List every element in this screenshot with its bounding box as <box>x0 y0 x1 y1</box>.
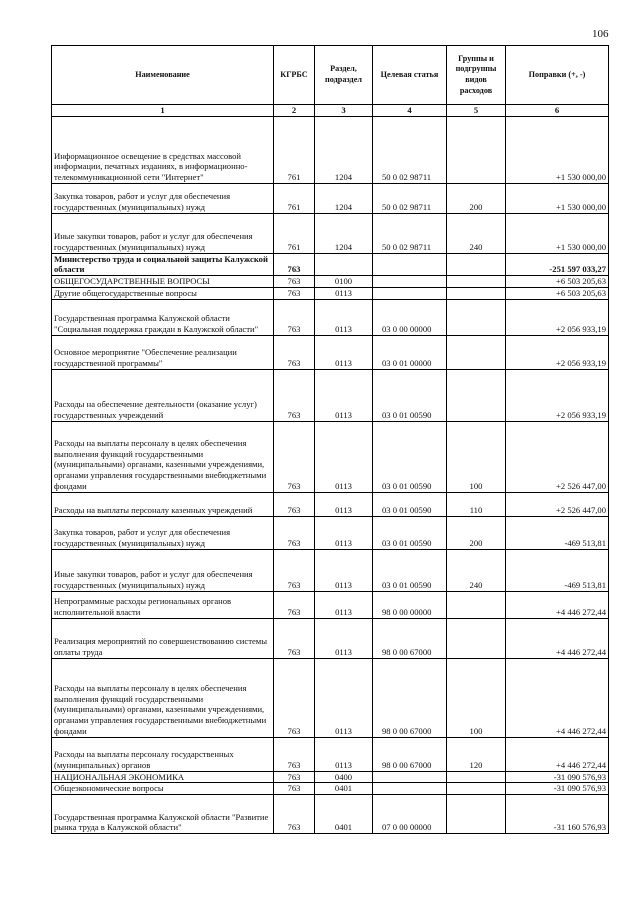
row-razdel: 0113 <box>315 492 373 516</box>
table-row <box>52 299 609 335</box>
row-razdel: 1204 <box>315 183 373 213</box>
row-razdel: 1204 <box>315 116 373 183</box>
row-razdel: 0401 <box>315 783 373 795</box>
row-razdel: 0113 <box>315 299 373 335</box>
row-expense-group <box>447 795 506 834</box>
table-header-row <box>52 46 609 105</box>
row-razdel: 0113 <box>315 618 373 658</box>
row-razdel: 0100 <box>315 276 373 288</box>
row-amount: -469 513,81 <box>506 549 609 591</box>
row-name: Расходы на выплаты персоналу государственных (муниципальных) органов <box>52 737 274 771</box>
row-expense-group: 200 <box>447 516 506 549</box>
col-index: 4 <box>373 105 447 117</box>
table-row <box>52 253 609 275</box>
row-amount: +6 503 205,63 <box>506 287 609 299</box>
row-kgrbs: 763 <box>274 658 315 737</box>
table-row <box>52 276 609 288</box>
table-row <box>52 737 609 771</box>
row-target-article: 03 0 01 00590 <box>373 549 447 591</box>
page-number: 106 <box>592 28 609 40</box>
row-amount: -31 160 576,93 <box>506 795 609 834</box>
row-amount: -251 597 033,27 <box>506 253 609 275</box>
row-name: Иные закупки товаров, работ и услуг для обеспечения государственных (муниципальных) нужд <box>52 213 274 253</box>
table-row <box>52 492 609 516</box>
row-razdel: 0113 <box>315 737 373 771</box>
table-row <box>52 783 609 795</box>
header-name: Наименование <box>52 46 274 105</box>
row-name: Реализация мероприятий по совершенствованию системы оплаты труда <box>52 618 274 658</box>
row-expense-group <box>447 335 506 369</box>
row-name: Расходы на обеспечение деятельности (оказание услуг) государственных учреждений <box>52 369 274 421</box>
row-target-article <box>373 287 447 299</box>
table-row <box>52 591 609 618</box>
row-kgrbs: 763 <box>274 516 315 549</box>
row-target-article: 50 0 02 98711 <box>373 183 447 213</box>
row-razdel: 0113 <box>315 369 373 421</box>
row-expense-group: 120 <box>447 737 506 771</box>
row-kgrbs: 761 <box>274 116 315 183</box>
row-name: Министерство труда и социальной защиты Калужской области <box>52 253 274 275</box>
row-target-article: 98 0 00 67000 <box>373 737 447 771</box>
header-amendments: Поправки (+, -) <box>506 46 609 105</box>
row-expense-group <box>447 618 506 658</box>
row-kgrbs: 763 <box>274 287 315 299</box>
row-kgrbs: 763 <box>274 299 315 335</box>
row-amount: -31 090 576,93 <box>506 783 609 795</box>
row-razdel: 0113 <box>315 549 373 591</box>
row-target-article: 03 0 01 00590 <box>373 421 447 492</box>
row-razdel <box>315 253 373 275</box>
row-expense-group: 240 <box>447 549 506 591</box>
row-kgrbs: 761 <box>274 213 315 253</box>
table-row <box>52 287 609 299</box>
row-name: Общеэкономические вопросы <box>52 783 274 795</box>
row-expense-group <box>447 783 506 795</box>
row-target-article: 98 0 00 00000 <box>373 591 447 618</box>
column-index-row <box>52 105 609 117</box>
row-kgrbs: 763 <box>274 771 315 783</box>
row-target-article: 50 0 02 98711 <box>373 116 447 183</box>
col-index: 5 <box>447 105 506 117</box>
row-name: Другие общегосударственные вопросы <box>52 287 274 299</box>
row-amount: -31 090 576,93 <box>506 771 609 783</box>
row-kgrbs: 763 <box>274 618 315 658</box>
row-name: Государственная программа Калужской области "Социальная поддержка граждан в Калужской области" <box>52 299 274 335</box>
row-name: Государственная программа Калужской области "Развитие рынка труда в Калужской области" <box>52 795 274 834</box>
row-razdel: 0401 <box>315 795 373 834</box>
row-kgrbs: 761 <box>274 183 315 213</box>
row-amount: +2 526 447,00 <box>506 492 609 516</box>
col-index: 2 <box>274 105 315 117</box>
row-name: НАЦИОНАЛЬНАЯ ЭКОНОМИКА <box>52 771 274 783</box>
row-amount: +4 446 272,44 <box>506 591 609 618</box>
row-kgrbs: 763 <box>274 783 315 795</box>
row-razdel: 0113 <box>315 516 373 549</box>
row-target-article: 03 0 01 00000 <box>373 335 447 369</box>
row-expense-group <box>447 116 506 183</box>
row-amount: +1 530 000,00 <box>506 116 609 183</box>
row-expense-group <box>447 771 506 783</box>
row-kgrbs: 763 <box>274 335 315 369</box>
row-name: Информационное освещение в средствах массовой информации, печатных изданиях, в информационно-телекоммуникационной сети "Интернет" <box>52 116 274 183</box>
budget-amendments-table <box>51 45 609 834</box>
row-amount: +2 056 933,19 <box>506 369 609 421</box>
row-name: Закупка товаров, работ и услуг для обеспечения государственных (муниципальных) нужд <box>52 516 274 549</box>
row-razdel: 0113 <box>315 335 373 369</box>
row-kgrbs: 763 <box>274 737 315 771</box>
col-index: 1 <box>52 105 274 117</box>
header-kgrbs: КГРБС <box>274 46 315 105</box>
table-row <box>52 421 609 492</box>
row-razdel: 0113 <box>315 658 373 737</box>
row-amount: +1 530 000,00 <box>506 213 609 253</box>
row-expense-group <box>447 253 506 275</box>
row-target-article: 03 0 01 00590 <box>373 369 447 421</box>
row-target-article: 03 0 01 00590 <box>373 492 447 516</box>
table-row <box>52 771 609 783</box>
row-expense-group: 200 <box>447 183 506 213</box>
row-name: Расходы на выплаты персоналу в целях обеспечения выполнения функций государственными (муниципальными) органами, казенными учреждениями, органами управления государственными внебюджетными фондами <box>52 658 274 737</box>
row-expense-group: 110 <box>447 492 506 516</box>
row-razdel: 1204 <box>315 213 373 253</box>
row-target-article: 07 0 00 00000 <box>373 795 447 834</box>
row-target-article <box>373 253 447 275</box>
row-target-article: 03 0 01 00590 <box>373 516 447 549</box>
row-kgrbs: 763 <box>274 276 315 288</box>
row-expense-group <box>447 591 506 618</box>
col-index: 3 <box>315 105 373 117</box>
row-expense-group: 100 <box>447 421 506 492</box>
row-expense-group <box>447 276 506 288</box>
table-row <box>52 795 609 834</box>
row-name: Основное мероприятие "Обеспечение реализации государственной программы" <box>52 335 274 369</box>
col-index: 6 <box>506 105 609 117</box>
table-row <box>52 116 609 183</box>
row-expense-group <box>447 287 506 299</box>
table-row <box>52 618 609 658</box>
header-expense-groups: Группы и подгруппы видов расходов <box>447 46 506 105</box>
row-amount: +2 056 933,19 <box>506 299 609 335</box>
row-target-article: 98 0 00 67000 <box>373 618 447 658</box>
table-row <box>52 658 609 737</box>
row-kgrbs: 763 <box>274 795 315 834</box>
row-name: ОБЩЕГОСУДАРСТВЕННЫЕ ВОПРОСЫ <box>52 276 274 288</box>
row-target-article <box>373 783 447 795</box>
row-razdel: 0113 <box>315 591 373 618</box>
row-kgrbs: 763 <box>274 369 315 421</box>
row-name: Иные закупки товаров, работ и услуг для обеспечения государственных (муниципальных) нужд <box>52 549 274 591</box>
row-expense-group <box>447 369 506 421</box>
row-expense-group: 240 <box>447 213 506 253</box>
header-razdel: Раздел, подраздел <box>315 46 373 105</box>
row-kgrbs: 763 <box>274 591 315 618</box>
table-row <box>52 335 609 369</box>
table-row <box>52 369 609 421</box>
row-kgrbs: 763 <box>274 421 315 492</box>
row-target-article <box>373 276 447 288</box>
row-amount: -469 513,81 <box>506 516 609 549</box>
table-row <box>52 213 609 253</box>
row-name: Закупка товаров, работ и услуг для обеспечения государственных (муниципальных) нужд <box>52 183 274 213</box>
row-expense-group: 100 <box>447 658 506 737</box>
row-razdel: 0113 <box>315 287 373 299</box>
row-amount: +2 056 933,19 <box>506 335 609 369</box>
row-kgrbs: 763 <box>274 549 315 591</box>
row-amount: +4 446 272,44 <box>506 737 609 771</box>
row-target-article: 03 0 00 00000 <box>373 299 447 335</box>
header-target-article: Целевая статья <box>373 46 447 105</box>
row-kgrbs: 763 <box>274 492 315 516</box>
table-row <box>52 549 609 591</box>
row-amount: +6 503 205,63 <box>506 276 609 288</box>
row-target-article: 50 0 02 98711 <box>373 213 447 253</box>
row-amount: +4 446 272,44 <box>506 618 609 658</box>
row-kgrbs: 763 <box>274 253 315 275</box>
row-razdel: 0400 <box>315 771 373 783</box>
table-row <box>52 516 609 549</box>
row-amount: +2 526 447,00 <box>506 421 609 492</box>
table-row <box>52 183 609 213</box>
row-amount: +4 446 272,44 <box>506 658 609 737</box>
table-body <box>52 116 609 833</box>
row-name: Расходы на выплаты персоналу в целях обеспечения выполнения функций государственными (муниципальными) органами, казенными учреждениями, органами управления государственными внебюджетными фондами <box>52 421 274 492</box>
row-expense-group <box>447 299 506 335</box>
row-amount: +1 530 000,00 <box>506 183 609 213</box>
row-target-article: 98 0 00 67000 <box>373 658 447 737</box>
row-target-article <box>373 771 447 783</box>
row-name: Непрограммные расходы региональных органов исполнительной власти <box>52 591 274 618</box>
row-razdel: 0113 <box>315 421 373 492</box>
row-name: Расходы на выплаты персоналу казенных учреждений <box>52 492 274 516</box>
